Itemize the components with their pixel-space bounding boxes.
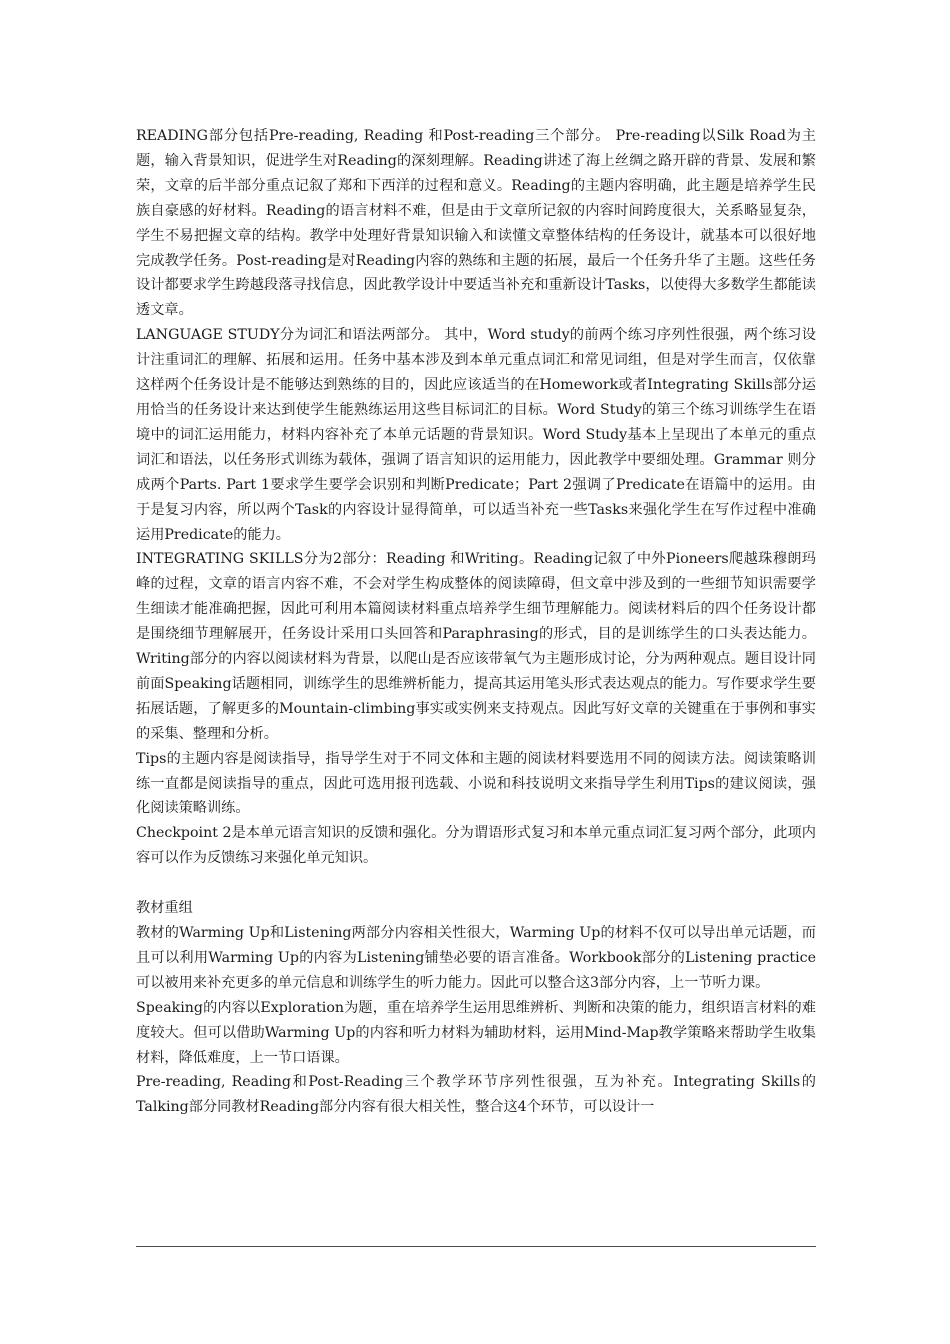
paragraph-warming-up: 教材的Warming Up和Listening两部分内容相关性很大，Warming Up的材料不仅可以导出单元话题，而且可以利用Warming Up的内容为Listening铺垫必要的语言准备。Workbook部分的Listening practice可以被用来补充更多的单元信息和训练学生的听力能力。因此可以整合这3部分内容，上一节听力课。 [136, 924, 816, 991]
footer-divider [136, 1246, 816, 1247]
document-body [136, 124, 816, 1120]
paragraph-integrating-skills: INTEGRATING SKILLS分为2部分：Reading 和Writing。Reading记叙了中外Pioneers爬越珠穆朗玛峰的过程，文章的语言内容不难，不会对学生构成整体的阅读障碍，但文章中涉及到的一些细节知识需要学生细读才能准确把握，因此可利用本篇阅读材料重点培养学生细节理解能力。阅读材料后的四个任务设计都是围绕细节理解展开，任务设计采用口头回答和Paraphrasing的形式，目的是训练学生的口头表达能力。Writing部分的内容以阅读材料为背景，以爬山是否应该带氧气为主题形成讨论，分为两种观点。题目设计同前面Speaking话题相同，训练学生的思维辨析能力，提高其运用笔头形式表达观点的能力。写作要求学生要拓展话题，了解更多的Mountain-climbing事实或实例来支持观点。因此写好文章的关键重在于事例和事实的采集、整理和分析。 [136, 551, 816, 742]
blank-line [136, 871, 816, 896]
paragraph-tips: Tips的主题内容是阅读指导，指导学生对于不同文体和主题的阅读材料要选用不同的阅读方法。阅读策略训练一直都是阅读指导的重点，因此可选用报刊选载、小说和科技说明文来指导学生利用Tips的建议阅读，强化阅读策略训练。 [136, 750, 816, 817]
paragraph-reading: READING部分包括Pre-reading, Reading 和Post-reading三个部分。 Pre-reading以Silk Road为主题，输入背景知识，促进学生对Reading的深刻理解。Reading讲述了海上丝绸之路开辟的背景、发展和繁荣，文章的后半部分重点记叙了郑和下西洋的过程和意义。Reading的主题内容明确，此主题是培养学生民族自豪感的好材料。Reading的语言材料不难，但是由于文章所记叙的内容时间跨度很大，关系略显复杂，学生不易把握文章的结构。教学中处理好背景知识输入和读懂文章整体结构的任务设计，就基本可以很好地完成教学任务。Post-reading是对Reading内容的熟练和主题的拓展，最后一个任务升华了主题。这些任务设计都要求学生跨越段落寻找信息，因此教学设计中要适当补充和重新设计Tasks，以使得大多数学生都能读透文章。 [136, 128, 816, 319]
paragraph-checkpoint: Checkpoint 2是本单元语言知识的反馈和强化。分为谓语形式复习和本单元重点词汇复习两个部分，此项内容可以作为反馈练习来强化单元知识。 [136, 825, 816, 867]
section-heading: 教材重组 [136, 900, 193, 917]
paragraph-speaking: Speaking的内容以Exploration为题，重在培养学生运用思维辨析、判断和决策的能力，组织语言材料的难度较大。但可以借助Warming Up的内容和听力材料为辅助材料，运用Mind-Map教学策略来帮助学生收集材料，降低难度，上一节口语课。 [136, 999, 816, 1066]
paragraph-pre-reading: Pre-reading, Reading和Post-Reading三个教学环节序列性很强，互为补充。Integrating Skills的Talking部分同教材Reading部分内容有很大相关性，整合这4个环节，可以设计一 [136, 1074, 816, 1116]
paragraph-language-study: LANGUAGE STUDY分为词汇和语法两部分。 其中，Word study的前两个练习序列性很强，两个练习设计注重词汇的理解、拓展和运用。任务中基本涉及到本单元重点词汇和常见词组，但是对学生而言，仅依靠这样两个任务设计是不能够达到熟练的目的，因此应该适当的在Homework或者Integrating Skills部分运用恰当的任务设计来达到使学生能熟练运用这些目标词汇的目标。Word Study的第三个练习训练学生在语境中的词汇运用能力，材料内容补充了本单元话题的背景知识。Word Study基本上呈现出了本单元的重点词汇和语法，以任务形式训练为载体，强调了语言知识的运用能力，因此教学中要细处理。Grammar 则分成两个Parts. Part 1要求学生要学会识别和判断Predicate；Part 2强调了Predicate在语篇中的运用。由于是复习内容，所以两个Task的内容设计显得简单，可以适当补充一些Tasks来强化学生在写作过程中准确运用Predicate的能力。 [136, 327, 816, 543]
